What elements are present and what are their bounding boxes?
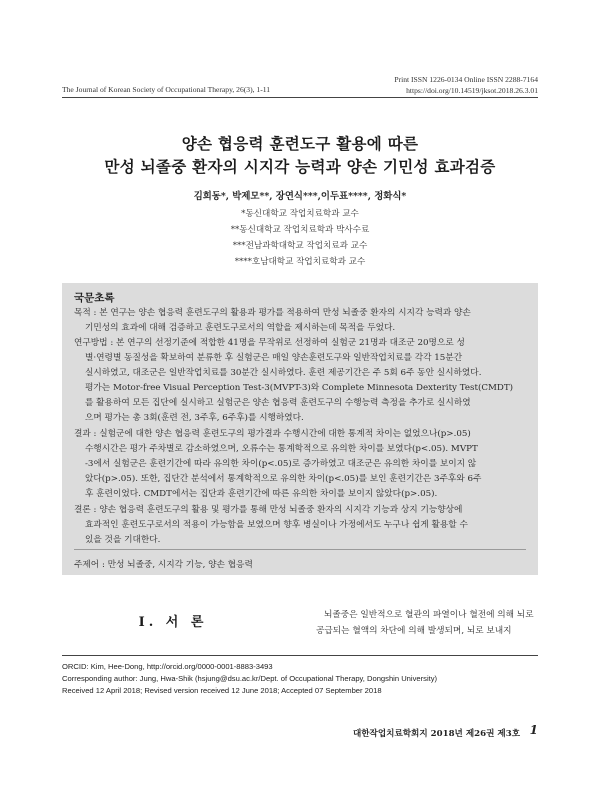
- abstract-conclusion-line: 있을 것을 기대한다.: [85, 535, 161, 546]
- doi-link[interactable]: https://doi.org/10.14519/jksot.2018.26.3.01: [406, 86, 538, 95]
- footnote-divider: [62, 655, 538, 656]
- abstract-methods-line: 실시하였고, 대조군은 일반작업치료를 30분간 실시하였다. 훈련 제공기간은 주 5회 6주 동안 실시하였다.: [85, 368, 482, 379]
- abstract-methods-line: 평가는 Motor-free Visual Perception Test-3(MVPT-3)와 Complete Minnesota Dexterity Test(CMDT): [85, 383, 514, 394]
- abstract-methods-line: 별·연령별 동질성을 확보하여 분류한 후 실험군은 매일 양손훈련도구와 일반작업치료를 각각 15분간: [85, 353, 463, 364]
- abstract-results-line: 결과 : 실험군에 대한 양손 협응력 훈련도구의 평가결과 수행시간에 대한 통계적 차이는 없었으나(p>.05): [74, 429, 471, 439]
- abstract-methods-line: 으며 평가는 총 3회(훈련 전, 3주후, 6주후)를 시행하였다.: [85, 413, 304, 424]
- header-issn-block: [394, 74, 538, 96]
- section-title: Ⅰ. 서 론: [138, 615, 208, 630]
- footer-journal-info: 대한작업치료학회지 2018년 제26권 제3호: [352, 729, 520, 739]
- abstract-results-line: 수행시간은 평가 주차별로 감소하였으며, 오류수는 통계학적으로 유의한 차이를 보였다(p<.05). MVPT: [85, 444, 478, 455]
- affiliation-4: ****호남대학교 작업치료학과 교수: [234, 257, 366, 267]
- footnote-corresponding: Corresponding author: Jung, Hwa-Shik (hsjung@dsu.ac.kr/Dept. of Occupational Therapy, Dongshin University): [62, 674, 438, 683]
- abstract-conclusion: [74, 503, 528, 548]
- abstract-conclusion-line: 결론 : 양손 협응력 훈련도구의 활용 및 평가를 통해 만성 뇌졸중 환자의 시지각 기능과 상지 기능향상에: [74, 505, 463, 515]
- title-line-2: 만성 뇌졸중 환자의 시지각 능력과 양손 기민성 효과검증: [104, 157, 496, 176]
- abstract-purpose-line: 기민성의 효과에 대해 검증하고 훈련도구로서의 역할을 제시하는데 목적을 두었다.: [85, 323, 396, 334]
- page-number: 1: [529, 723, 538, 737]
- abstract-results-line: 후 훈련이었다. CMDT에서는 집단과 훈련기간에 따른 유의한 차이를 보이지 않았다(p>.05).: [85, 489, 438, 500]
- abstract-results: [74, 427, 528, 502]
- abstract-results-line: -3에서 실험군은 훈련기간에 따라 유의한 차이(p<.05)로 증가하였고 대조군은 유의한 차이를 보이지 않: [85, 459, 477, 470]
- affiliation-2: **동신대학교 작업치료학과 박사수료: [230, 225, 370, 235]
- abstract-methods-line: 를 활용하여 모든 집단에 실시하고 실험군은 양손 협응력 훈련도구의 수행능력 측정을 추가로 실시하였: [85, 398, 471, 409]
- abstract-conclusion-line: 효과적인 훈련도구로서의 적용이 가능함을 보였으며 향후 병실이나 가정에서도 누구나 쉽게 활용할 수: [85, 520, 468, 531]
- author-list: 김희동*, 박제모**, 장연식***,이두표****, 정화식*: [193, 191, 407, 202]
- abstract-heading: 국문초록: [74, 292, 115, 304]
- abstract-purpose: [74, 306, 528, 336]
- abstract-methods-line: 연구방법 : 본 연구의 선정기준에 적합한 41명을 무작위로 선정하여 실험군 21명과 대조군 20명으로 성: [74, 338, 465, 348]
- header-divider: [62, 97, 538, 98]
- abstract-results-line: 았다(p>.05). 또한, 집단간 분석에서 통계학적으로 유의한 차이(p<.05)를 보인 훈련기간은 3주후와 6주: [85, 474, 482, 485]
- keywords: 주제어 : 만성 뇌졸중, 시지각 기능, 양손 협응력: [74, 560, 253, 570]
- section-body-text: 뇌졸중은 일반적으로 혈관의 파열이나 혈전에 의해 뇌로 공급되는 혈액의 차단에 의해 발생되며, 뇌로 보내지: [316, 610, 534, 636]
- issn-line: Print ISSN 1226-0134 Online ISSN 2288-7164: [394, 75, 538, 84]
- affiliation-3: ***전남과학대학교 작업치료과 교수: [232, 241, 368, 251]
- affiliation-1: *동신대학교 작업치료학과 교수: [241, 209, 359, 219]
- journal-reference: The Journal of Korean Society of Occupational Therapy, 26(3), 1-11: [62, 85, 271, 94]
- footnote-orcid: ORCID: Kim, Hee-Dong, http://orcid.org/0000-0001-8883-3493: [62, 662, 273, 671]
- abstract-methods: [74, 336, 528, 427]
- footnote-received: Received 12 April 2018; Revised version received 12 June 2018; Accepted 07 September 2018: [62, 686, 382, 695]
- keywords-divider: [74, 549, 526, 550]
- abstract-purpose-line: 목적 : 본 연구는 양손 협응력 훈련도구의 활용과 평가를 적용하여 만성 뇌졸중 환자의 시지각 능력과 양손: [74, 308, 471, 318]
- title-line-1: 양손 협응력 훈련도구 활용에 따른: [181, 134, 419, 153]
